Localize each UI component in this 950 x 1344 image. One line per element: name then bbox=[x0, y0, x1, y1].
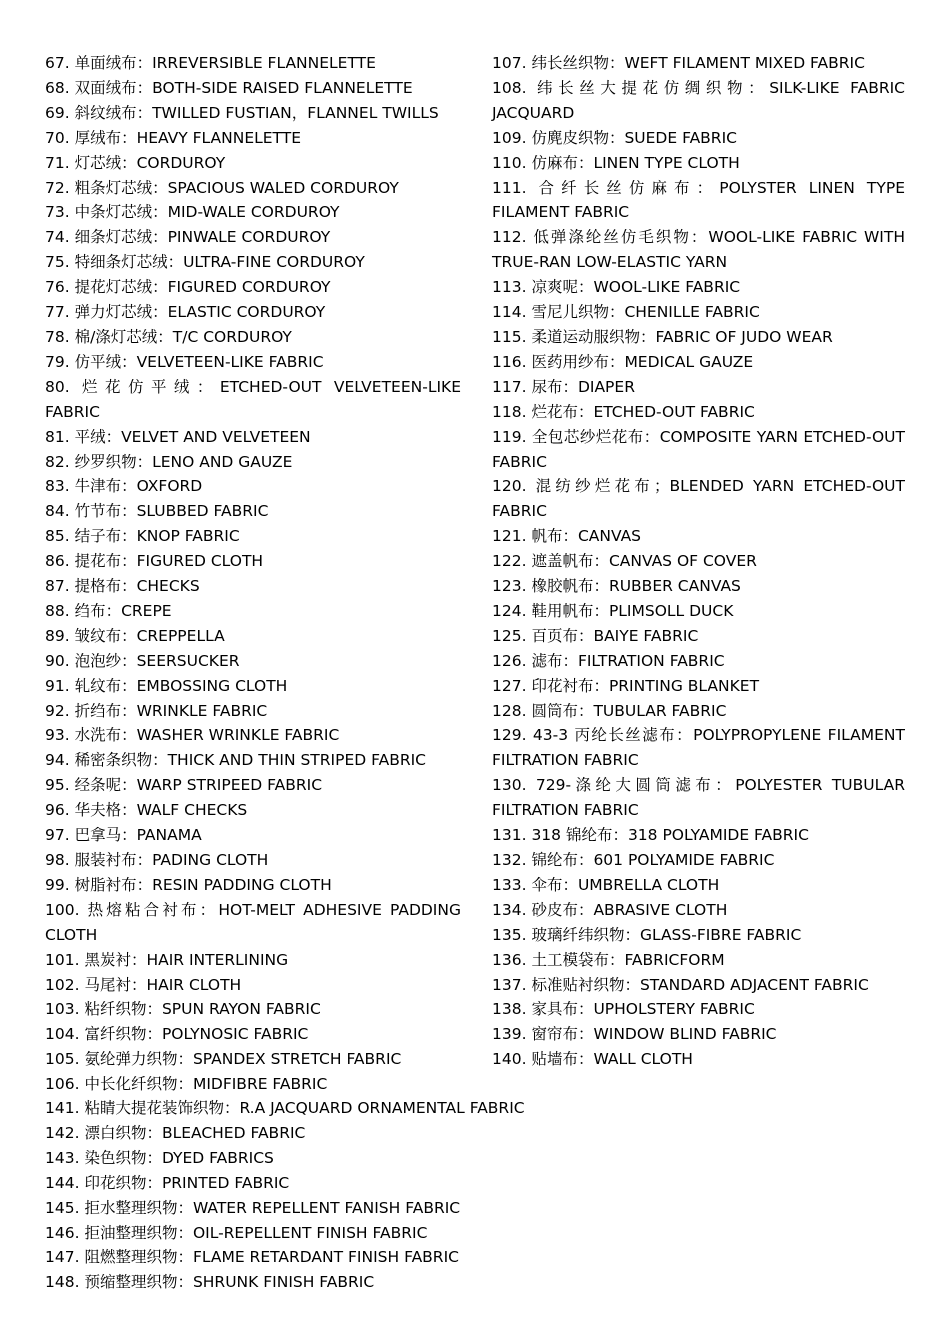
list-item: 103. 粘纤织物：SPUN RAYON FABRIC bbox=[45, 1000, 321, 1019]
list-item: 140. 贴墙布：WALL CLOTH bbox=[492, 1050, 693, 1069]
list-item: 79. 仿平绒：VELVETEEN-LIKE FABRIC bbox=[45, 352, 324, 371]
list-item: 135. 玻璃纤纬织物：GLASS-FIBRE FABRIC bbox=[492, 925, 802, 944]
list-item: 95. 经条呢：WARP STRIPEED FABRIC bbox=[45, 776, 323, 795]
list-item: 76. 提花灯芯绒：FIGURED CORDUROY bbox=[45, 278, 331, 297]
list-item: 136. 土工模袋布：FABRICFORM bbox=[492, 950, 725, 969]
list-item: 94. 稀密条织物：THICK AND THIN STRIPED FABRIC bbox=[45, 751, 427, 770]
list-item: 102. 马尾衬：HAIR CLOTH bbox=[45, 975, 242, 994]
list-item: 90. 泡泡纱：SEERSUCKER bbox=[45, 651, 240, 670]
list-item: 117. 尿布：DIAPER bbox=[492, 377, 635, 396]
list-item: 130. 729-涤纶大圆筒滤布：POLYESTER TUBULAR FILTRATION FABRIC bbox=[492, 776, 905, 820]
list-item: 73. 中条灯芯绒：MID-WALE CORDUROY bbox=[45, 203, 340, 222]
list-item: 109. 仿麂皮织物：SUEDE FABRIC bbox=[492, 128, 737, 147]
list-item: 137. 标准贴衬织物：STANDARD ADJACENT FABRIC bbox=[492, 975, 869, 994]
list-item: 145. 拒水整理织物：WATER REPELLENT FANISH FABRIC bbox=[45, 1198, 461, 1217]
list-item: 115. 柔道运动服织物：FABRIC OF JUDO WEAR bbox=[492, 327, 833, 346]
list-item: 88. 绉布：CREPE bbox=[45, 601, 172, 620]
list-item: 93. 水洗布：WASHER WRINKLE FABRIC bbox=[45, 726, 340, 745]
list-item: 139. 窗帘布：WINDOW BLIND FABRIC bbox=[492, 1025, 777, 1044]
list-item: 96. 华夫格：WALF CHECKS bbox=[45, 801, 248, 820]
list-item: 124. 鞋用帆布：PLIMSOLL DUCK bbox=[492, 601, 734, 620]
list-item: 83. 牛津布：OXFORD bbox=[45, 477, 203, 496]
list-item: 113. 凉爽呢：WOOL-LIKE FABRIC bbox=[492, 278, 741, 297]
list-item: 118. 烂花布：ETCHED-OUT FABRIC bbox=[492, 402, 755, 421]
list-item: 99. 树脂衬布：RESIN PADDING CLOTH bbox=[45, 875, 332, 894]
list-item: 148. 预缩整理织物：SHRUNK FINISH FABRIC bbox=[45, 1273, 375, 1292]
list-item: 80. 烂花仿平绒：ETCHED-OUT VELVETEEN-LIKE FABRIC bbox=[45, 377, 461, 421]
list-item: 87. 提格布：CHECKS bbox=[45, 577, 200, 596]
list-item: 85. 结子布：KNOP FABRIC bbox=[45, 527, 240, 546]
list-item: 74. 细条灯芯绒：PINWALE CORDUROY bbox=[45, 228, 331, 247]
list-item: 91. 轧纹布：EMBOSSING CLOTH bbox=[45, 676, 288, 695]
list-item: 121. 帆布：CANVAS bbox=[492, 527, 642, 546]
right-column bbox=[492, 51, 905, 1072]
list-item: 143. 染色织物：DYED FABRICS bbox=[45, 1148, 274, 1167]
list-item: 120. 混纺纱烂花布；BLENDED YARN ETCHED-OUT FABRIC bbox=[492, 477, 905, 521]
list-item: 144. 印花织物：PRINTED FABRIC bbox=[45, 1173, 290, 1192]
list-item: 81. 平绒：VELVET AND VELVETEEN bbox=[45, 427, 311, 446]
list-item: 71. 灯芯绒：CORDUROY bbox=[45, 153, 226, 172]
list-item: 68. 双面绒布：BOTH-SIDE RAISED FLANNELETTE bbox=[45, 78, 413, 97]
list-item: 72. 粗条灯芯绒：SPACIOUS WALED CORDUROY bbox=[45, 178, 399, 197]
list-item: 97. 巴拿马：PANAMA bbox=[45, 826, 202, 845]
list-item: 89. 皱纹布：CREPPELLA bbox=[45, 626, 225, 645]
list-item: 110. 仿麻布：LINEN TYPE CLOTH bbox=[492, 153, 740, 172]
list-item: 82. 纱罗织物：LENO AND GAUZE bbox=[45, 452, 293, 471]
list-item: 132. 锦纶布：601 POLYAMIDE FABRIC bbox=[492, 851, 775, 869]
list-item: 100. 热熔粘合衬布：HOT-MELT ADHESIVE PADDING CLOTH bbox=[45, 900, 461, 944]
list-item: 127. 印花衬布：PRINTING BLANKET bbox=[492, 676, 760, 695]
list-item: 128. 圆筒布：TUBULAR FABRIC bbox=[492, 701, 727, 720]
list-item: 101. 黑炭衬：HAIR INTERLINING bbox=[45, 950, 289, 969]
list-item: 77. 弹力灯芯绒：ELASTIC CORDUROY bbox=[45, 303, 326, 322]
list-item: 105. 氨纶弹力织物：SPANDEX STRETCH FABRIC bbox=[45, 1050, 402, 1069]
list-item: 146. 拒油整理织物：OIL-REPELLENT FINISH FABRIC bbox=[45, 1223, 428, 1242]
list-item: 67. 单面绒布：IRREVERSIBLE FLANNELETTE bbox=[45, 54, 376, 72]
list-item: 107. 纬长丝织物：WEFT FILAMENT MIXED FABRIC bbox=[492, 54, 865, 72]
list-item: 138. 家具布：UPHOLSTERY FABRIC bbox=[492, 1000, 755, 1019]
list-item: 75. 特细条灯芯绒：ULTRA-FINE CORDUROY bbox=[45, 253, 365, 272]
list-item: 104. 富纤织物：POLYNOSIC FABRIC bbox=[45, 1025, 309, 1044]
full-width-list bbox=[45, 1096, 905, 1295]
list-item: 147. 阻燃整理织物：FLAME RETARDANT FINISH FABRIC bbox=[45, 1248, 459, 1267]
list-item: 119. 全包芯纱烂花布：COMPOSITE YARN ETCHED-OUT FABRIC bbox=[492, 427, 905, 471]
left-column bbox=[45, 51, 461, 1097]
list-item: 84. 竹节布：SLUBBED FABRIC bbox=[45, 502, 269, 521]
list-item: 142. 漂白织物：BLEACHED FABRIC bbox=[45, 1123, 306, 1142]
list-item: 92. 折绉布：WRINKLE FABRIC bbox=[45, 701, 268, 720]
list-item: 134. 砂皮布：ABRASIVE CLOTH bbox=[492, 900, 728, 919]
list-item: 126. 滤布：FILTRATION FABRIC bbox=[492, 651, 725, 670]
list-item: 114. 雪尼儿织物：CHENILLE FABRIC bbox=[492, 303, 760, 322]
list-item: 122. 遮盖帆布：CANVAS OF COVER bbox=[492, 552, 757, 571]
list-item: 129. 43-3 丙纶长丝滤布：POLYPROPYLENE FILAMENT FILTRATION FABRIC bbox=[492, 726, 905, 770]
list-item: 123. 橡胶帆布：RUBBER CANVAS bbox=[492, 577, 741, 596]
list-item: 116. 医药用纱布：MEDICAL GAUZE bbox=[492, 352, 754, 371]
list-item: 70. 厚绒布：HEAVY FLANNELETTE bbox=[45, 128, 302, 147]
list-item: 98. 服装衬布：PADING CLOTH bbox=[45, 851, 269, 869]
list-item: 106. 中长化纤织物：MIDFIBRE FABRIC bbox=[45, 1075, 328, 1094]
list-item: 69. 斜纹绒布：TWILLED FUSTIAN，FLANNEL TWILLS bbox=[45, 103, 439, 122]
list-item: 141. 粘睛大提花装饰织物：R.A JACQUARD ORNAMENTAL FABRIC bbox=[45, 1099, 525, 1117]
list-item: 125. 百页布：BAIYE FABRIC bbox=[492, 626, 699, 645]
list-item: 78. 棉/涤灯芯绒：T/C CORDUROY bbox=[45, 327, 292, 346]
list-item: 112. 低弹涤纶丝仿毛织物：WOOL-LIKE FABRIC WITH TRUE-RAN LOW-ELASTIC YARN bbox=[492, 228, 905, 272]
list-item: 111. 合纤长丝仿麻布：POLYSTER LINEN TYPE FILAMENT FABRIC bbox=[492, 178, 905, 222]
list-item: 108. 纬长丝大提花仿绸织物：SILK-LIKE FABRIC JACQUARD bbox=[492, 78, 905, 122]
list-item: 86. 提花布：FIGURED CLOTH bbox=[45, 552, 264, 571]
list-item: 133. 伞布：UMBRELLA CLOTH bbox=[492, 875, 720, 894]
list-item: 131. 318 锦纶布：318 POLYAMIDE FABRIC bbox=[492, 826, 809, 845]
